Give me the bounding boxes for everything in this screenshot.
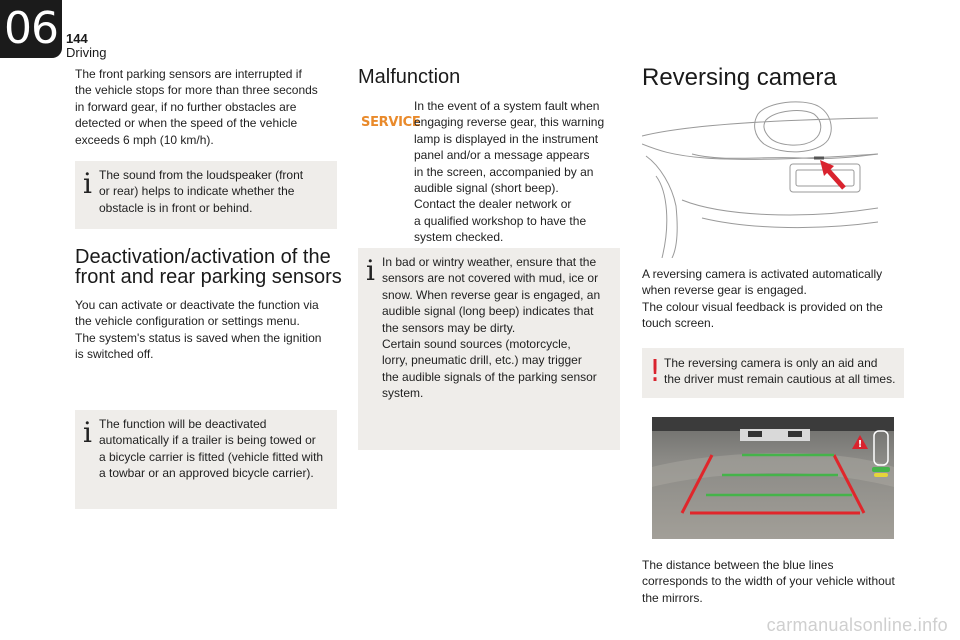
- section-heading-malfunction: Malfunction: [358, 66, 461, 88]
- watermark: carmanualsonline.info: [766, 615, 948, 635]
- info-note-sound: [75, 161, 337, 229]
- warning-note-text: The reversing camera is only an aid and the driver must remain cautious at all times.: [664, 356, 896, 387]
- section-name: Driving: [66, 45, 107, 60]
- blue-lines-paragraph: The distance between the blue lines corresponds to the width of your vehicle without the mirrors.: [642, 558, 895, 605]
- section-heading-reversing-camera: Reversing camera: [642, 64, 837, 91]
- chapter-tab: 06: [0, 0, 62, 58]
- car-rear-illustration: [642, 96, 878, 258]
- info-note-text: The sound from the loudspeaker (front or rear) helps to indicate whether the obstacle is in front or behind.: [99, 168, 304, 215]
- service-warning-icon: [361, 113, 421, 131]
- wheel-arch: [646, 156, 677, 258]
- info-note-trailer: [75, 410, 337, 509]
- camera-view-image: [652, 417, 894, 539]
- warning-note-camera: [642, 348, 904, 398]
- section-heading-deactivation: Deactivation/activation of the front and rear parking sensors: [75, 246, 342, 288]
- rear-light-inner: [764, 111, 821, 145]
- info-note-text: The function will be deactivated automatically if a trailer is being towed or a bicycle carrier is fitted (vehicle fitted with a towbar or an approved bicycle carrier).: [99, 417, 324, 481]
- roof-line: [642, 118, 878, 136]
- intro-paragraph: The front parking sensors are interrupted if the vehicle stops for more than three seconds in forward gear, if no further obstacles are detected or when the speed of the vehicle exceeds 6 mph (10 km/h).: [75, 67, 318, 147]
- deactivation-paragraph: You can activate or deactivate the function via the vehicle configuration or settings menu. The system's status is saved when the ignition is switched off.: [75, 298, 322, 362]
- hazard-label: !: [857, 439, 863, 450]
- background-wall: [652, 417, 894, 431]
- page-number: 144: [66, 31, 88, 46]
- info-icon: i: [83, 416, 92, 449]
- warning-exclamation-icon: !: [649, 354, 662, 389]
- tyre: [656, 176, 667, 258]
- service-label: SERVICE: [361, 115, 421, 130]
- bumper-line: [682, 200, 878, 215]
- reversing-camera-paragraph: A reversing camera is activated automatically when reverse gear is engaged. The colour visual feedback is provided on the touch screen.: [642, 267, 883, 331]
- info-icon: i: [83, 167, 92, 200]
- info-note-text: In bad or wintry weather, ensure that the sensors are not covered with mud, ice or snow. When reverse gear is engaged, an audible signal (long beep) indicates that the sensors may be dirty. Certain sound sources (motorcycle, lorry, pneumatic drill, etc.) may trigger the audible signals of the parking sensor system.: [382, 255, 601, 401]
- info-icon: i: [366, 254, 375, 287]
- rear-light: [755, 102, 832, 152]
- diffuser-line: [702, 218, 878, 228]
- info-note-weather: [358, 248, 620, 450]
- malfunction-paragraph: In the event of a system fault when engaging reverse gear, this warning lamp is displayed in the instrument panel and/or a message appears in the screen, accompanied by an audible signal (short beep). Contact the dealer network or a qualified workshop to have the system checked.: [414, 99, 605, 245]
